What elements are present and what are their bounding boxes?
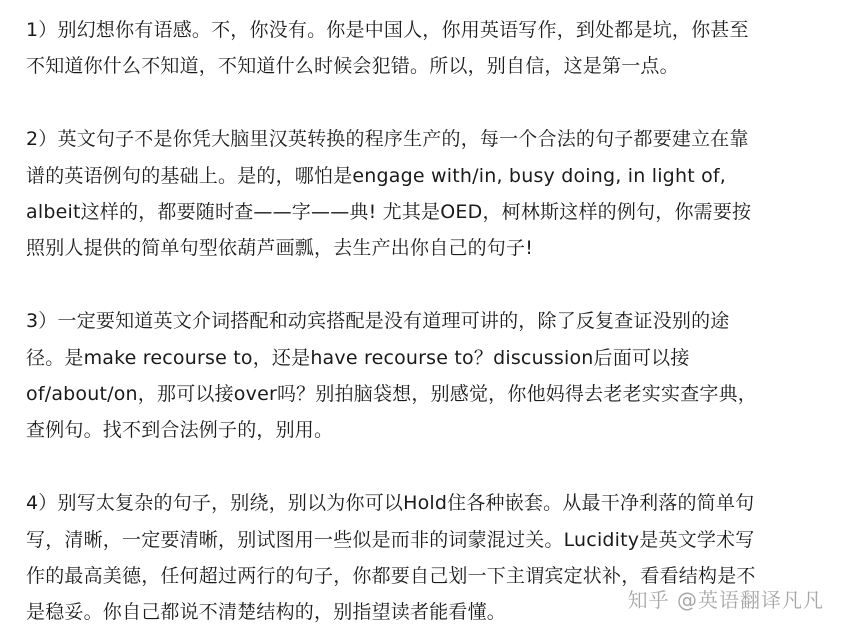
article-body: [26, 12, 826, 631]
text-line: 作的最高美德，任何超过两行的句子，你都要自己划一下主谓宾定状补，看看结构是不: [26, 565, 756, 588]
text-line: 写，清晰，一定要清晰，别试图用一些似是而非的词蒙混过关。Lucidity是英文学术写: [26, 528, 755, 551]
text-line: of/about/on，那可以接over吗？别拍脑袋想，别感觉，你他妈得去老老实实查字典，: [26, 383, 757, 406]
text-line: 2）英文句子不是你凭大脑里汉英转换的程序生产的，每一个合法的句子都要建立在靠: [26, 128, 749, 151]
paragraph-3: [26, 303, 826, 449]
paragraph-2: [26, 121, 826, 267]
text-line: 谱的英语例句的基础上。是的，哪怕是engage with/in, busy doing, in light of,: [26, 164, 727, 187]
text-line: 4）别写太复杂的句子，别绕，别以为你可以Hold住各种嵌套。从最干净利落的简单句: [26, 492, 755, 515]
text-line: 不知道你什么不知道，不知道什么时候会犯错。所以，别自信，这是第一点。: [26, 55, 679, 78]
paragraph-1: [26, 12, 826, 85]
text-line: 1）别幻想你有语感。不，你没有。你是中国人，你用英语写作，到处都是坑，你甚至: [26, 19, 749, 41]
text-line: albeit这样的，都要随时查——字——典! 尤其是OED，柯林斯这样的例句，你需要按: [26, 201, 752, 224]
text-line: 照别人提供的简单句型依葫芦画瓢，去生产出你自己的句子!: [26, 237, 534, 260]
text-line: 径。是make recourse to，还是have recourse to？discussion后面可以接: [26, 346, 690, 369]
zhihu-watermark: 知乎 @英语翻译凡凡: [627, 588, 824, 612]
text-line: 3）一定要知道英文介词搭配和动宾搭配是没有道理可讲的，除了反复查证没别的途: [26, 310, 730, 333]
text-line: 查例句。找不到合法例子的，别用。: [26, 419, 334, 442]
text-line: 是稳妥。你自己都说不清楚结构的，别指望读者能看懂。: [26, 601, 507, 624]
